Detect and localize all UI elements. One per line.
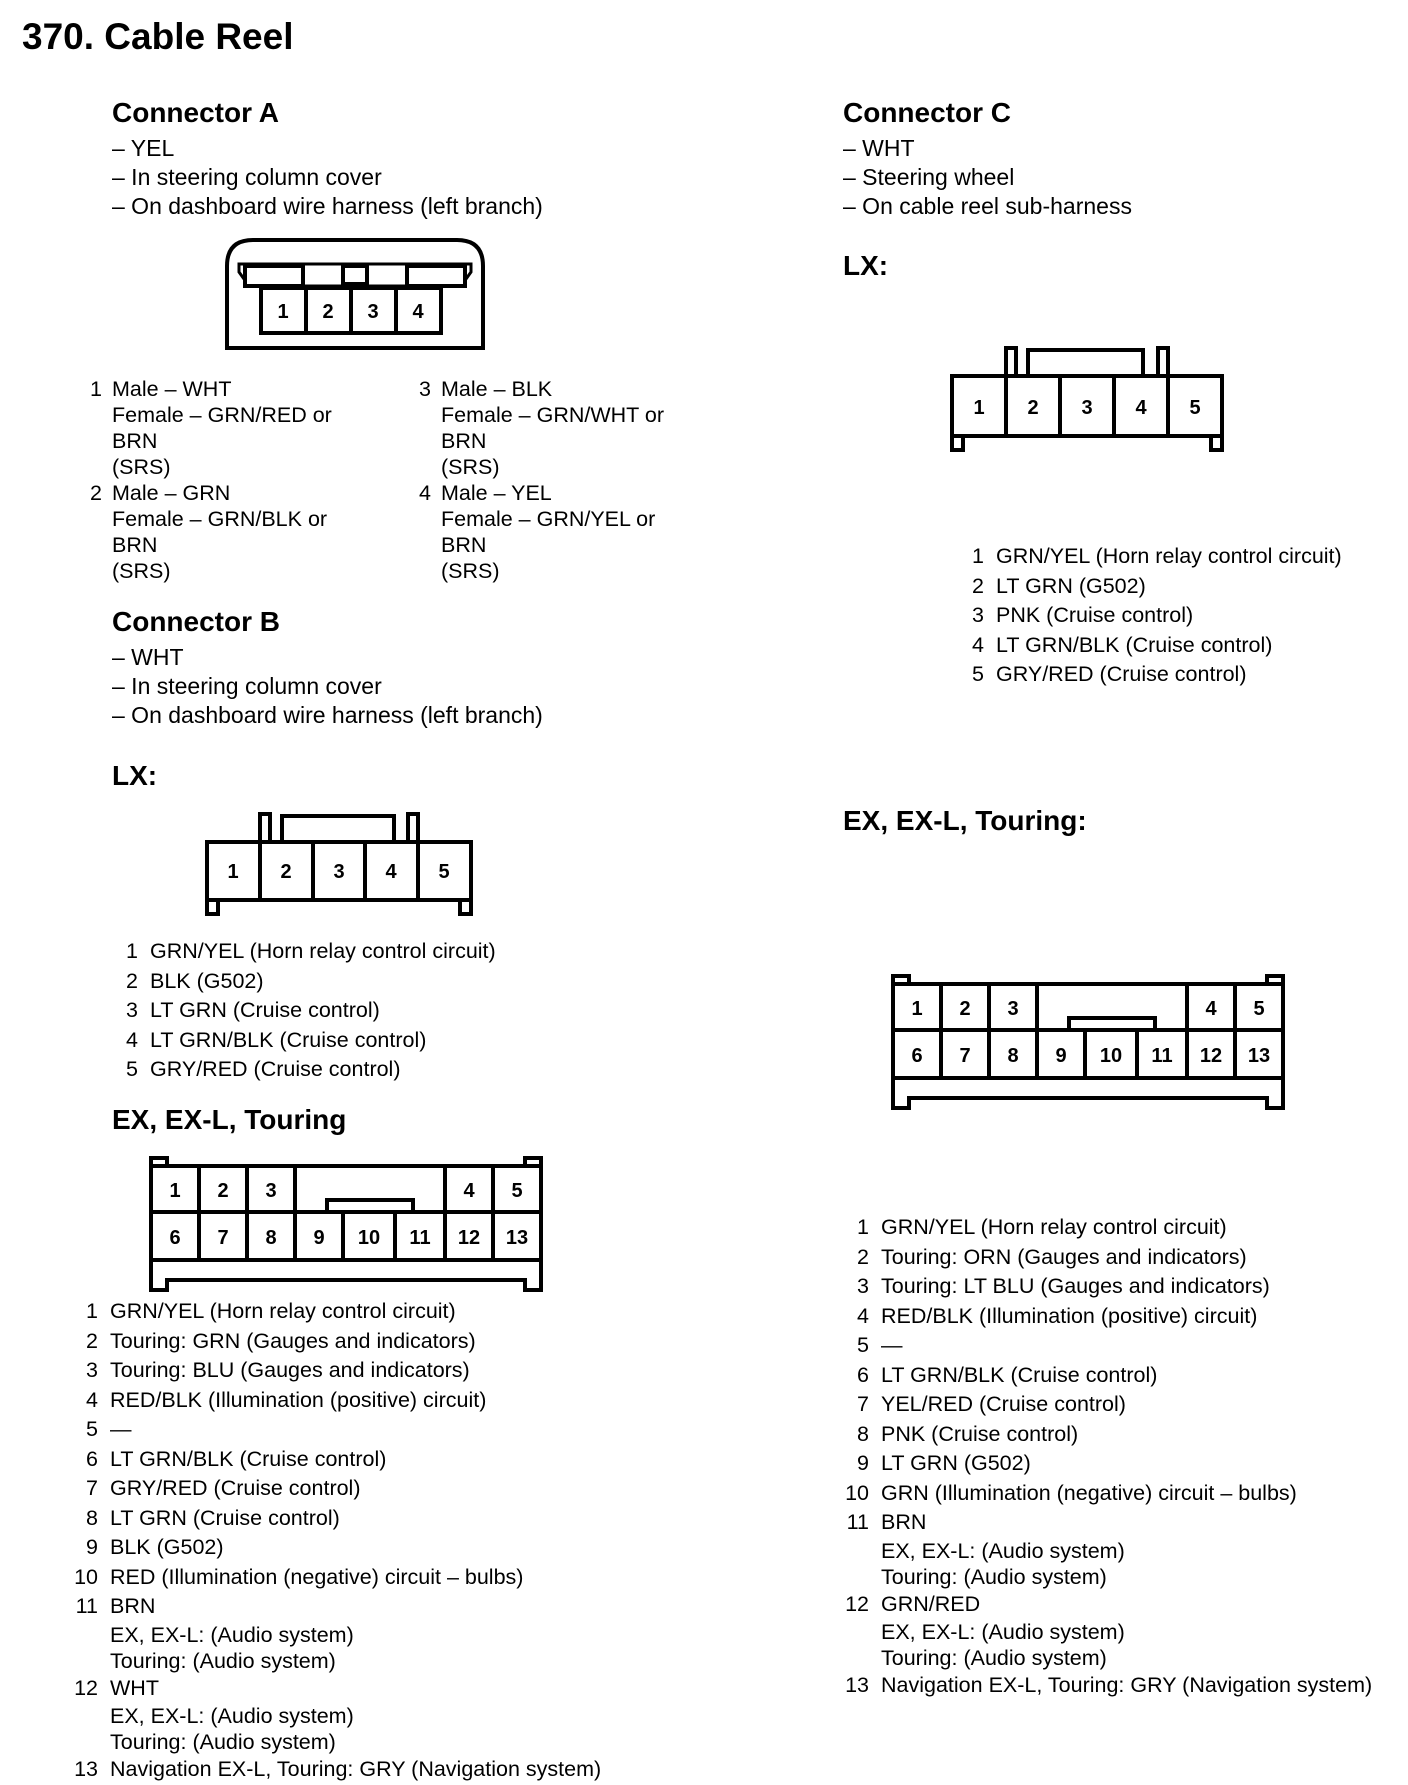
pin-text: WHT: [110, 1675, 159, 1700]
pin-number: 3: [86, 1358, 98, 1382]
pin-number: 5: [126, 1057, 138, 1081]
pin-text: Touring: BLU (Gauges and indicators): [110, 1358, 470, 1382]
pin-entry: [972, 542, 1342, 572]
pin-text: —: [110, 1417, 132, 1441]
pin-text: LT GRN/BLK (Cruise control): [996, 632, 1273, 657]
connector-c-color: – WHT: [843, 135, 915, 161]
pin-entry: [845, 1671, 1373, 1701]
connector-a-pin-list-right: [419, 376, 664, 584]
pin-number: 2: [90, 481, 102, 505]
pin-label: 13: [1247, 1045, 1271, 1067]
pin-text: LT GRN (Cruise control): [110, 1505, 340, 1530]
pin-entry: [86, 1445, 601, 1475]
connector-b-lx-diagram: [205, 814, 473, 916]
pin-number: 1: [972, 544, 984, 568]
pin-text: GRN/YEL (Horn relay control circuit): [150, 939, 496, 963]
connector-a-description: [112, 134, 543, 221]
pin-number: 13: [74, 1757, 98, 1781]
pin-entry: [90, 480, 332, 506]
pin-entry: [419, 480, 664, 506]
pin-entry: [857, 1390, 1372, 1420]
pin-text: Touring: (Audio system): [881, 1646, 1107, 1670]
pin-number: 4: [857, 1303, 869, 1328]
pin-entry: [74, 1674, 601, 1704]
pin-number: 2: [857, 1244, 869, 1269]
pin-number: 3: [972, 603, 984, 627]
pin-text: LT GRN (G502): [881, 1451, 1031, 1475]
connector-b-location: – In steering column cover: [112, 673, 382, 699]
pin-entry: [972, 572, 1342, 602]
pin-text: Female – GRN/WHT or: [441, 403, 664, 427]
pin-text: GRN/RED: [881, 1591, 981, 1616]
pin-number: 5: [857, 1333, 869, 1357]
pin-number: 4: [126, 1027, 138, 1052]
pin-label: 7: [959, 1045, 971, 1067]
pin-entry: [845, 1590, 1372, 1620]
pin-label: 3: [367, 301, 379, 323]
pin-text: PNK (Cruise control): [881, 1421, 1079, 1446]
pin-label: 4: [412, 301, 424, 323]
pin-number: 6: [857, 1362, 869, 1387]
connector-c-heading: Connector C: [843, 97, 1011, 128]
pin-text: Touring: (Audio system): [110, 1648, 336, 1673]
pin-label: 9: [313, 1227, 325, 1249]
pin-number: 4: [972, 632, 984, 657]
pin-entry: [972, 631, 1342, 661]
connector-a-pin-list-left: [90, 376, 332, 584]
pin-text: EX, EX-L: (Audio system): [110, 1622, 354, 1647]
pin-text: Touring: ORN (Gauges and indicators): [881, 1244, 1247, 1269]
pin-text: Touring: (Audio system): [110, 1730, 336, 1754]
pin-number: 10: [845, 1480, 869, 1505]
connector-a-harness: – On dashboard wire harness (left branch): [112, 193, 543, 219]
connector-b-ex-heading: EX, EX-L, Touring: [112, 1104, 347, 1135]
pin-label: 4: [1135, 397, 1147, 419]
pin-text: GRN/YEL (Horn relay control circuit): [110, 1299, 456, 1323]
pin-text: Navigation EX-L, Touring: GRY (Navigation system): [881, 1673, 1373, 1697]
pin-entry: [126, 967, 496, 997]
pin-label: 5: [438, 861, 450, 883]
pin-number: 12: [845, 1591, 869, 1616]
pin-entry: [857, 1331, 1372, 1361]
pin-text: RED (Illumination (negative) circuit – bulbs): [110, 1564, 524, 1589]
pin-text: BRN: [110, 1594, 156, 1618]
pin-text: YEL/RED (Cruise control): [881, 1392, 1126, 1416]
connector-c-lx-diagram: [950, 348, 1224, 452]
pin-label: 5: [1253, 998, 1265, 1020]
pin-text: Touring: LT BLU (Gauges and indicators): [881, 1274, 1270, 1298]
pin-number: 13: [845, 1673, 869, 1697]
pin-text: Male – WHT: [112, 377, 232, 401]
pin-label: 2: [280, 861, 292, 883]
pin-number: 8: [857, 1421, 869, 1446]
connector-b-lx-heading: LX:: [112, 760, 158, 791]
pin-entry: [86, 1327, 601, 1357]
pin-text: Female – GRN/RED or: [112, 403, 332, 427]
pin-text: GRN/YEL (Horn relay control circuit): [881, 1215, 1227, 1239]
pin-label: 11: [1151, 1045, 1173, 1067]
pin-text: (SRS): [441, 559, 500, 583]
pin-label: 3: [265, 1180, 277, 1202]
pin-entry: [972, 660, 1342, 690]
pin-text: Navigation EX-L, Touring: GRY (Navigation system): [110, 1757, 602, 1781]
pin-text: GRN/YEL (Horn relay control circuit): [996, 544, 1342, 568]
pin-number: 7: [86, 1476, 98, 1500]
pin-text: Touring: GRN (Gauges and indicators): [110, 1328, 476, 1353]
pin-entry: [86, 1415, 601, 1445]
pin-label: 8: [265, 1227, 277, 1249]
pin-label: 13: [505, 1227, 529, 1249]
pin-text: Female – GRN/YEL or: [441, 507, 656, 531]
page-title: 370. Cable Reel: [22, 16, 294, 57]
pin-label: 10: [357, 1227, 381, 1249]
connector-b-color: – WHT: [112, 644, 184, 670]
pin-entry: [972, 601, 1342, 631]
pin-text: GRY/RED (Cruise control): [150, 1057, 401, 1081]
pin-label: 1: [277, 301, 289, 323]
connector-b-ex-diagram: [149, 1156, 543, 1292]
connector-c-location: – Steering wheel: [843, 164, 1015, 190]
pin-number: 8: [86, 1505, 98, 1530]
pin-entry: [74, 1563, 601, 1593]
pin-entry: [857, 1272, 1372, 1302]
pin-number: 3: [857, 1274, 869, 1298]
pin-label: 7: [217, 1227, 229, 1249]
pin-label: 2: [322, 301, 334, 323]
pin-number: 12: [74, 1675, 98, 1700]
pin-number: 1: [90, 377, 102, 401]
connector-b-description: [112, 643, 543, 730]
pin-entry: [86, 1356, 601, 1386]
pin-label: 6: [169, 1227, 181, 1249]
pin-text: LT GRN/BLK (Cruise control): [881, 1362, 1158, 1387]
connector-b-harness: – On dashboard wire harness (left branch): [112, 702, 543, 728]
pin-label: 2: [217, 1180, 229, 1202]
pin-number: 1: [126, 939, 138, 963]
pin-entry: [126, 996, 496, 1026]
pin-text: (SRS): [112, 559, 171, 583]
pin-number: 11: [75, 1594, 98, 1618]
pin-text: LT GRN/BLK (Cruise control): [110, 1446, 387, 1471]
pin-text: Male – BLK: [441, 377, 553, 401]
pin-text: BRN: [441, 429, 487, 453]
pin-entry: [86, 1297, 601, 1327]
pin-entry: [86, 1533, 601, 1563]
pin-number: 6: [86, 1446, 98, 1471]
pin-text: EX, EX-L: (Audio system): [881, 1538, 1125, 1563]
pin-label: 2: [1027, 397, 1039, 419]
pin-number: 11: [846, 1510, 869, 1534]
pin-label: 6: [911, 1045, 923, 1067]
pin-entry: [857, 1420, 1372, 1450]
pin-text: (SRS): [441, 455, 500, 479]
connector-c-harness: – On cable reel sub-harness: [843, 193, 1132, 219]
pin-label: 2: [959, 998, 971, 1020]
pin-text: LT GRN (G502): [996, 573, 1146, 598]
pin-text: RED/BLK (Illumination (positive) circuit): [110, 1387, 487, 1412]
pin-entry: [126, 1055, 496, 1085]
pin-text: BRN: [441, 533, 487, 557]
connector-a-heading: Connector A: [112, 97, 279, 128]
connector-c-ex-pin-list: [845, 1213, 1373, 1701]
pin-number: 4: [86, 1387, 98, 1412]
pin-label: 5: [1189, 397, 1201, 419]
pin-number: 10: [74, 1564, 98, 1589]
pin-number: 2: [86, 1328, 98, 1353]
pin-entry: [857, 1302, 1372, 1332]
pin-text: BLK (G502): [150, 968, 264, 993]
pin-label: 3: [333, 861, 345, 883]
pin-number: 2: [126, 968, 138, 993]
pin-text: BRN: [112, 533, 158, 557]
pin-number: 1: [857, 1215, 869, 1239]
pin-text: EX, EX-L: (Audio system): [881, 1620, 1125, 1644]
connector-b-heading: Connector B: [112, 606, 280, 637]
pin-entry: [75, 1592, 601, 1622]
pin-label: 11: [409, 1227, 431, 1249]
connector-c-ex-diagram: [891, 974, 1285, 1110]
pin-entry: [857, 1213, 1372, 1243]
connector-c-lx-heading: LX:: [843, 250, 889, 281]
pin-text: BRN: [881, 1510, 927, 1534]
pin-label: 3: [1081, 397, 1093, 419]
pin-text: GRY/RED (Cruise control): [996, 662, 1247, 686]
pin-label: 1: [169, 1180, 181, 1202]
pin-number: 3: [126, 998, 138, 1022]
pin-text: LT GRN (Cruise control): [150, 998, 380, 1022]
pin-number: 1: [86, 1299, 98, 1323]
pin-entry: [86, 1474, 601, 1504]
pin-text: Male – YEL: [441, 481, 552, 505]
connector-b-ex-pin-list: [74, 1297, 602, 1785]
pin-label: 9: [1055, 1045, 1067, 1067]
pin-number: 3: [419, 377, 431, 401]
pin-text: LT GRN/BLK (Cruise control): [150, 1027, 427, 1052]
pin-label: 10: [1099, 1045, 1123, 1067]
pin-text: (SRS): [112, 455, 171, 479]
pin-number: 9: [857, 1451, 869, 1475]
pin-entry: [74, 1755, 602, 1785]
connector-a-location: – In steering column cover: [112, 164, 382, 190]
connector-c-description: [843, 134, 1132, 221]
pin-text: Touring: (Audio system): [881, 1564, 1107, 1589]
pin-number: 4: [419, 481, 431, 505]
pin-label: 5: [511, 1180, 523, 1202]
pin-label: 4: [1205, 998, 1217, 1020]
pin-entry: [86, 1386, 601, 1416]
pin-number: 7: [857, 1392, 869, 1416]
pin-text: BLK (G502): [110, 1535, 224, 1559]
pin-text: Male – GRN: [112, 481, 231, 505]
pin-entry: [90, 376, 332, 402]
pin-text: EX, EX-L: (Audio system): [110, 1704, 354, 1728]
pin-entry: [86, 1504, 601, 1534]
pin-label: 8: [1007, 1045, 1019, 1067]
pin-label: 1: [227, 861, 239, 883]
pin-text: RED/BLK (Illumination (positive) circuit): [881, 1303, 1258, 1328]
pin-entry: [857, 1449, 1372, 1479]
pin-text: GRY/RED (Cruise control): [110, 1476, 361, 1500]
pin-entry: [419, 376, 664, 402]
connector-a-diagram: [225, 238, 485, 352]
pin-entry: [126, 1026, 496, 1056]
pin-text: GRN (Illumination (negative) circuit – bulbs): [881, 1480, 1297, 1505]
pin-label: 1: [911, 998, 923, 1020]
pin-entry: [126, 937, 496, 967]
pin-label: 12: [457, 1227, 481, 1249]
connector-a-color: – YEL: [112, 135, 175, 161]
pin-label: 3: [1007, 998, 1019, 1020]
pin-label: 4: [463, 1180, 475, 1202]
pin-text: PNK (Cruise control): [996, 603, 1194, 627]
pin-label: 1: [973, 397, 985, 419]
connector-c-ex-heading: EX, EX-L, Touring:: [843, 805, 1087, 836]
pin-entry: [857, 1361, 1372, 1391]
pin-text: BRN: [112, 429, 158, 453]
pin-text: —: [881, 1333, 903, 1357]
pin-number: 2: [972, 573, 984, 598]
pin-entry: [857, 1243, 1372, 1273]
connector-c-lx-pin-list: [972, 542, 1342, 690]
pin-entry: [845, 1479, 1372, 1509]
pin-label: 12: [1199, 1045, 1223, 1067]
pin-number: 5: [86, 1417, 98, 1441]
connector-b-lx-pin-list: [126, 937, 496, 1085]
pin-label: 4: [385, 861, 397, 883]
pin-text: Female – GRN/BLK or: [112, 507, 328, 531]
pin-number: 9: [86, 1535, 98, 1559]
pin-number: 5: [972, 662, 984, 686]
pin-entry: [846, 1508, 1372, 1538]
